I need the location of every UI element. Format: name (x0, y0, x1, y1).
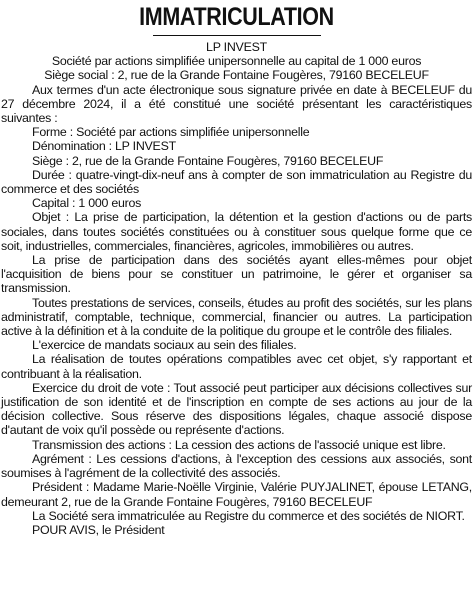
notice-heading: IMMATRICULATION (139, 3, 334, 31)
registered-office: Siège social : 2, rue de la Grande Fontaine Fougères, 79160 BECELEUF (44, 68, 429, 83)
notice-paragraph-holding: La prise de participation dans des sociétés ayant elles-mêmes pour objet l'acquisition de biens pour se constituer un patrimoine, le gérer et organiser sa transmission. (1, 253, 472, 296)
notice-paragraph-mandates: L'exercice de mandats sociaux au sein des filiales. (32, 338, 297, 353)
notice-paragraph-seat: Siège : 2, rue de la Grande Fontaine Fougères, 79160 BECELEUF (32, 153, 384, 168)
notice-paragraph-registration: La Société sera immatriculée au Registre du commerce et des sociétés de NIORT. (32, 508, 465, 523)
heading-divider (153, 35, 321, 36)
notice-paragraph-object: Objet : La prise de participation, la détention et la gestion d'actions ou de parts sociales, dans toutes sociétés constituées ou à constituer sous quelque forme que ce soit, industrielles, commerciales, financières, agricoles, immobilières ou autres. (1, 210, 472, 253)
notice-paragraph-form: Forme : Société par actions simplifiée unipersonnelle (32, 125, 310, 140)
notice-paragraph-services: Toutes prestations de services, conseils, études au profit des sociétés, sur les plans administratif, comptable, technique, commercial, financier ou autres. La participation active à la définition et à la conduite de la politique du groupe et le contrôle des filiales. (1, 295, 472, 339)
notice-paragraph-voting: Exercice du droit de vote : Tout associé peut participer aux décisions collectives sur justification de son identité et de l'inscription en compte de ses actions au jour de la décision collective. Sous réserve des dispositions légales, chaque associé dispose d'autant de voix qu'il possède ou représente d'actions. (1, 380, 472, 438)
company-type-capital: Société par actions simplifiée unipersonnelle au capital de 1 000 euros (51, 54, 422, 69)
notice-paragraph-capital: Capital : 1 000 euros (32, 196, 142, 211)
company-name: LP INVEST (206, 40, 267, 54)
notice-paragraph-name: Dénomination : LP INVEST (32, 139, 176, 154)
notice-signature: POUR AVIS, le Président (32, 522, 165, 537)
notice-paragraph-act: Aux termes d'un acte électronique sous signature privée en date à BECELEUF du 27 décembre 2024, il a été constitué une société présentant les caractéristiques suivantes : (1, 82, 472, 126)
notice-paragraph-transfer: Transmission des actions : La cession des actions de l'associé unique est libre. (32, 437, 446, 452)
notice-paragraph-approval: Agrément : Les cessions d'actions, à l'exception des cessions aux associés, sont soumises à l'agrément de la collectivité des associés. (1, 451, 472, 481)
notice-paragraph-duration: Durée : quatre-vingt-dix-neuf ans à compter de son immatriculation au Registre du commerce et des sociétés (1, 167, 472, 197)
notice-paragraph-operations: La réalisation de toutes opérations compatibles avec cet objet, s'y rapportant et contribuant à la réalisation. (1, 352, 472, 381)
notice-body (1, 40, 472, 537)
notice-paragraph-president: Président : Madame Marie-Noëlle Virginie, Valérie PUYJALINET, épouse LETANG, demeurant 2, rue de la Grande Fontaine Fougères, 79160 BECELEUF (1, 480, 472, 509)
